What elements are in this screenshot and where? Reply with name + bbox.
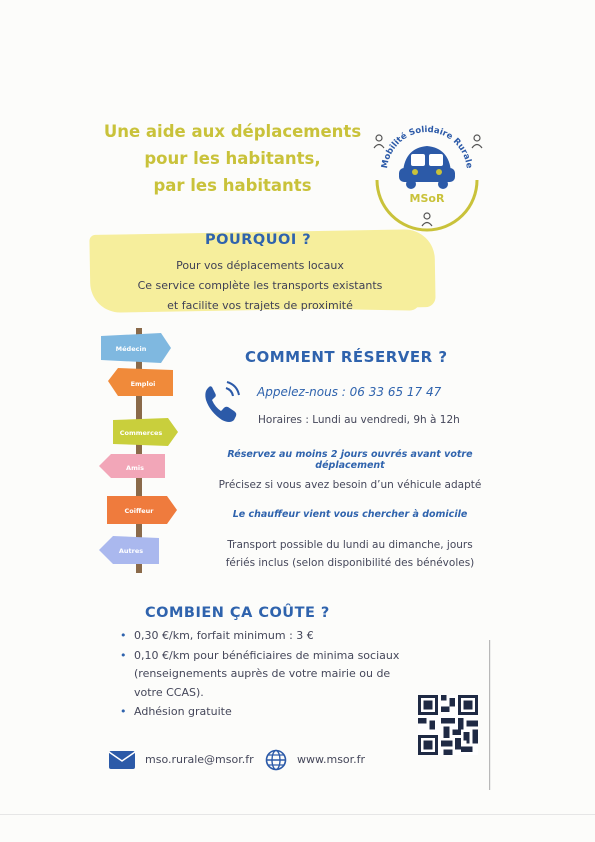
pourquoi-line-2: Ce service complète les transports existants bbox=[137, 279, 383, 292]
pourquoi-title: POURQUOI ? bbox=[205, 232, 312, 248]
svg-text:Médecin: Médecin bbox=[115, 345, 147, 353]
phone-icon bbox=[200, 378, 244, 428]
pourquoi-line-3: et facilite vos trajets de proximité bbox=[167, 299, 353, 312]
pourquoi-text bbox=[110, 256, 410, 316]
side-print-mark bbox=[488, 640, 492, 790]
svg-text:Coiffeur: Coiffeur bbox=[124, 507, 154, 515]
contact-email[interactable]: mso.rurale@msor.fr bbox=[145, 753, 254, 766]
car-icon bbox=[399, 146, 455, 189]
sign-coiffeur bbox=[107, 496, 177, 524]
combien-title: COMBIEN ÇA COÛTE ? bbox=[145, 605, 330, 621]
logo-curved-text: Mobilité Solidaire Rurale bbox=[380, 124, 474, 170]
sign-medecin bbox=[101, 333, 171, 363]
headline-line-2: pour les habitants, bbox=[144, 149, 321, 168]
notice-schedule bbox=[200, 536, 500, 572]
notice-advance-booking: Réservez au moins 2 jours ouvrés avant votre déplacement bbox=[227, 449, 473, 471]
sign-commerces bbox=[113, 418, 178, 446]
opening-hours: Horaires : Lundi au vendredi, 9h à 12h bbox=[258, 414, 460, 426]
sign-amis bbox=[99, 454, 165, 478]
pourquoi-line-1: Pour vos déplacements locaux bbox=[176, 259, 344, 272]
globe-icon bbox=[265, 749, 287, 771]
svg-text:Emploi: Emploi bbox=[130, 380, 156, 388]
price-item: • 0,10 €/km pour bénéficiaires de minima sociaux (renseignements auprès de votre mairie ou de votre CCAS). bbox=[120, 647, 410, 703]
price-item: • Adhésion gratuite bbox=[120, 703, 410, 722]
sign-autres bbox=[99, 536, 159, 564]
price-item: • 0,30 €/km, forfait minimum : 3 € bbox=[120, 627, 410, 646]
headline-line-1: Une aide aux déplacements bbox=[103, 122, 362, 141]
msor-logo bbox=[365, 110, 490, 235]
notice-home-pickup: Le chauffeur vient vous chercher à domicile bbox=[232, 509, 468, 520]
notice-schedule-line-2: fériés inclus (selon disponibilité des bénévoles) bbox=[225, 557, 475, 569]
qr-code bbox=[418, 695, 478, 755]
signpost-illustration bbox=[93, 328, 188, 573]
svg-text:Autres: Autres bbox=[118, 547, 144, 555]
notice-schedule-line-1: Transport possible du lundi au dimanche, jours bbox=[227, 539, 473, 551]
website-link[interactable]: www.msor.fr bbox=[297, 753, 366, 766]
sign-emploi bbox=[108, 368, 173, 396]
mail-icon bbox=[108, 750, 136, 770]
logo-acronym: MSoR bbox=[409, 192, 445, 205]
price-list bbox=[120, 627, 410, 723]
reserver-title: COMMENT RÉSERVER ? bbox=[245, 348, 448, 366]
page-edge-line bbox=[0, 814, 595, 815]
svg-text:Amis: Amis bbox=[126, 464, 144, 472]
headline-line-3: par les habitants bbox=[153, 176, 312, 195]
notice-adapted-vehicle: Précisez si vous avez besoin d’un véhicule adapté bbox=[218, 479, 482, 491]
phone-number: Appelez-nous : 06 33 65 17 47 bbox=[257, 385, 442, 399]
headline bbox=[95, 118, 370, 199]
svg-text:Commerces: Commerces bbox=[119, 429, 163, 437]
